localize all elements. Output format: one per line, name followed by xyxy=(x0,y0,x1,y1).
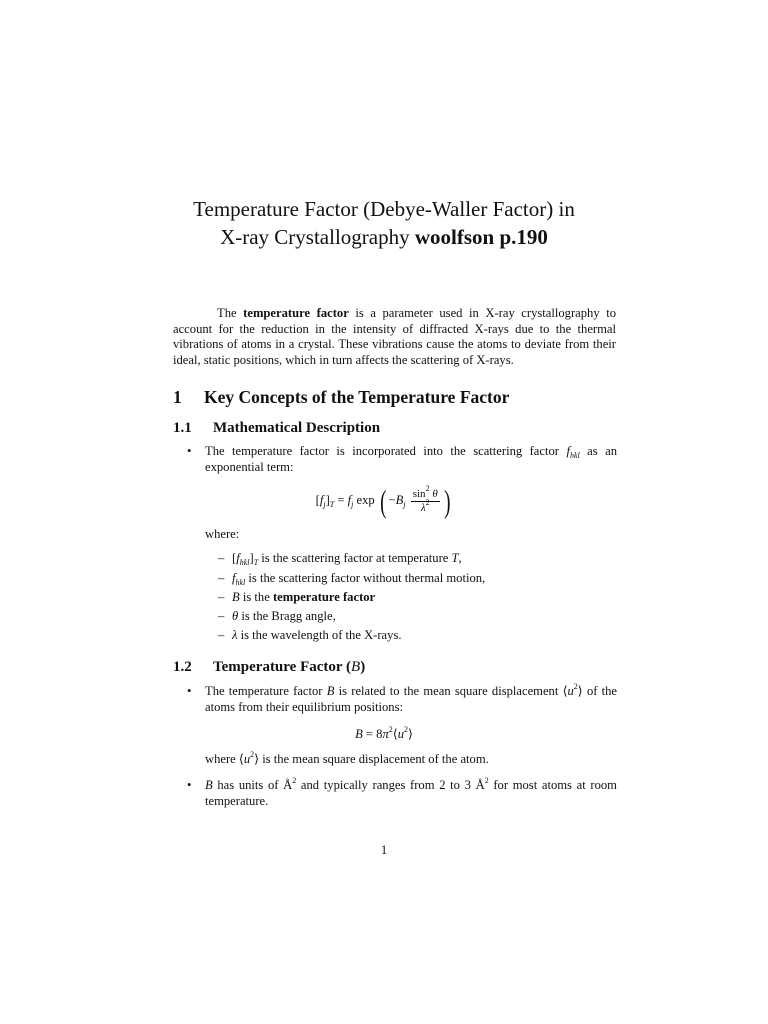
title-line-1: Temperature Factor (Debye-Waller Factor) in xyxy=(193,197,575,221)
list-item: – $[f_{hkl}]_T$ is the scattering factor at temperature T, xyxy=(218,551,462,567)
title-line-2 xyxy=(0,223,768,251)
var-f: f xyxy=(566,444,570,458)
title-line-2-bold: woolfson p.190 xyxy=(414,225,548,249)
title-line-2-plain: X-ray Crystallography xyxy=(220,225,410,249)
intro-bold-term: temperature factor xyxy=(243,306,349,320)
bullet-dot: • xyxy=(187,684,192,698)
bullet-units: • B has units of $Å^2$ and typically ranges from 2 to 3 $Å^2$ for most atoms at room temperature. xyxy=(187,776,617,808)
bullet-scattering-factor xyxy=(187,444,617,475)
intro-post: is a parameter used in X-ray crystallography to account for the reduction in the intensity of diffracted X-rays due to the thermal vibrations of atoms in a crystal. These vibrations cause the atoms to deviate from their ideal, static positions, which in turn affects the scattering of X-rays. xyxy=(173,306,616,367)
subsection-1-1-title: Mathematical Description xyxy=(213,420,381,436)
bullet-mean-square: • The temperature factor B is related to the mean square displacement $⟨u^2⟩$ of the atoms from their equilibrium positions: xyxy=(187,682,618,714)
bullet-dot: • xyxy=(187,778,192,792)
list-item: – θ is the Bragg angle, xyxy=(218,609,336,623)
subsection-1-1-number: 1.1 xyxy=(173,420,192,436)
subsection-1-2-number: 1.2 xyxy=(173,659,192,675)
sub-hkl: hkl xyxy=(569,451,580,460)
list-item: – λ is the wavelength of the X-rays. xyxy=(218,628,402,642)
section-1-title: Key Concepts of the Temperature Factor xyxy=(204,387,510,407)
intro-pre: The xyxy=(217,306,237,320)
bullet-text-end: as an exponential term: xyxy=(205,444,617,474)
subsection-1-1-heading xyxy=(173,420,380,437)
list-item: – $f_{hkl}$ is the scattering factor without thermal motion, xyxy=(218,571,486,587)
bullet-dot: • xyxy=(187,444,192,458)
document-title xyxy=(0,195,768,251)
section-1-number: 1 xyxy=(173,387,182,407)
formula-B: $B = 8\pi^2⟨u^2⟩$ xyxy=(355,725,413,741)
formula-temperature-scattering: $[f_j]_T = f_j$ exp ( $-B_j$ $\frac{\sin^2 \theta}{\lambda^2}$ ) xyxy=(315,483,451,519)
where-label-2: where $⟨u^2⟩$ is the mean square displacement of the atom. xyxy=(205,750,489,766)
page-number: 1 xyxy=(380,843,388,857)
bullet-content xyxy=(205,444,617,475)
where-label-1: where: xyxy=(205,527,240,541)
bullet-text: The temperature factor is incorporated into the scattering factor xyxy=(205,444,559,458)
intro-paragraph xyxy=(173,306,616,368)
subsection-1-2-heading: 1.2 Temperature Factor (B) xyxy=(173,659,366,675)
section-1-heading xyxy=(173,387,509,408)
list-item: – B is the temperature factor xyxy=(218,590,376,604)
